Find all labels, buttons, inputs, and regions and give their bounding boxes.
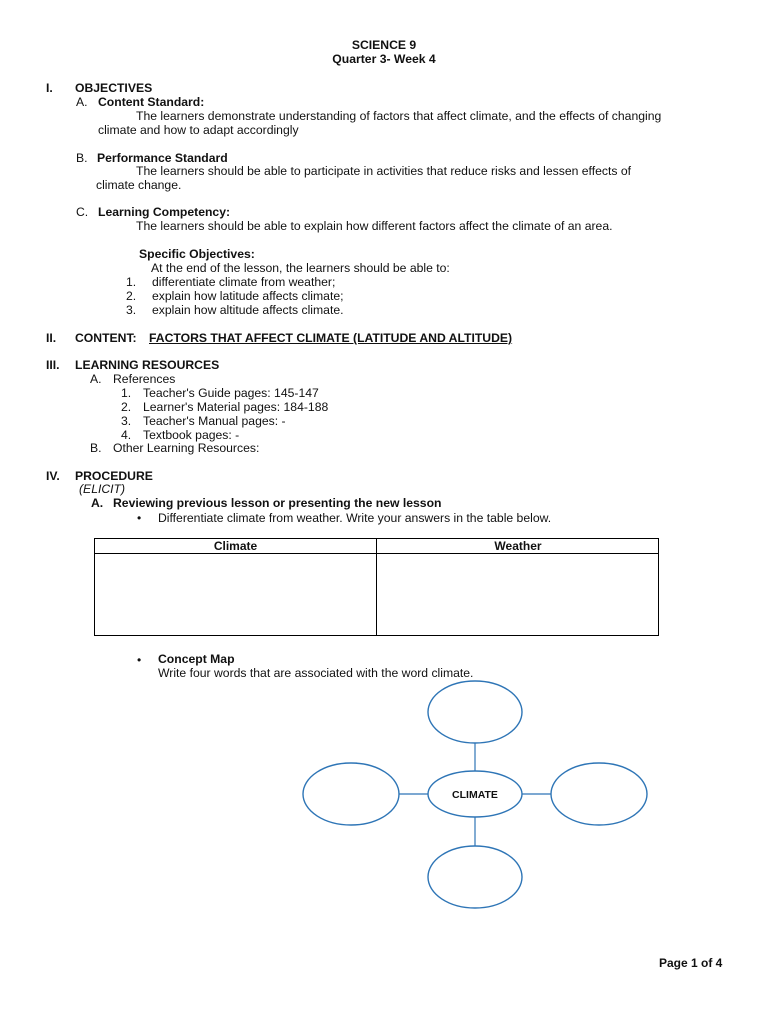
- table-header-climate: Climate: [213, 539, 258, 553]
- list-item: differentiate climate from weather;: [152, 275, 336, 289]
- content-standard-title: Content Standard:: [98, 95, 205, 109]
- list-item: Textbook pages: -: [143, 428, 240, 442]
- section-number: III.: [46, 358, 60, 372]
- list-item-number: 1.: [126, 275, 137, 289]
- subsection-letter: A.: [91, 496, 104, 510]
- concept-bubble-right[interactable]: [551, 763, 647, 825]
- concept-center-label: CLIMATE: [452, 789, 498, 801]
- page-title: SCIENCE 9: [351, 38, 417, 52]
- subsection-letter: A.: [90, 372, 102, 386]
- content-label: CONTENT:: [75, 331, 137, 345]
- list-item: Teacher's Manual pages: -: [143, 414, 286, 428]
- concept-bubble-left[interactable]: [303, 763, 399, 825]
- content-standard-text: The learners demonstrate understanding of factors that affect climate, and the effects of changing: [136, 109, 662, 123]
- page-number: Page 1 of 4: [659, 956, 723, 970]
- learning-competency-title: Learning Competency:: [98, 205, 231, 219]
- list-item: explain how altitude affects climate.: [152, 303, 344, 317]
- other-resources-label: Other Learning Resources:: [113, 441, 260, 455]
- learning-competency-text: The learners should be able to explain how different factors affect the climate of an area.: [136, 219, 613, 233]
- procedure-phase: (ELICIT): [79, 482, 126, 496]
- performance-standard-title: Performance Standard: [97, 151, 228, 165]
- section-number: I.: [46, 81, 53, 95]
- concept-map-title: Concept Map: [158, 652, 235, 666]
- bullet-text: Differentiate climate from weather. Write your answers in the table below.: [158, 511, 552, 525]
- learning-resources-heading: LEARNING RESOURCES: [75, 358, 220, 372]
- content-standard-text-cont: climate and how to adapt accordingly: [98, 123, 299, 137]
- subsection-letter: B.: [76, 151, 88, 165]
- procedure-heading: PROCEDURE: [75, 469, 153, 483]
- list-item-number: 3.: [126, 303, 137, 317]
- references-label: References: [113, 372, 176, 386]
- list-item-number: 3.: [121, 414, 132, 428]
- objectives-heading: OBJECTIVES: [75, 81, 153, 95]
- subsection-letter: C.: [76, 205, 89, 219]
- list-item: explain how latitude affects climate;: [152, 289, 344, 303]
- section-number: II.: [46, 331, 57, 345]
- list-item-number: 1.: [121, 386, 132, 400]
- performance-standard-text-cont: climate change.: [96, 178, 182, 192]
- specific-objectives-intro: At the end of the lesson, the learners should be able to:: [151, 261, 450, 275]
- subsection-letter: A.: [76, 95, 88, 109]
- bullet-icon: •: [137, 511, 142, 525]
- section-number: IV.: [46, 469, 60, 483]
- content-topic: FACTORS THAT AFFECT CLIMATE (LATITUDE AND ALTITUDE): [149, 331, 513, 345]
- list-item-number: 2.: [121, 400, 132, 414]
- review-lesson-title: Reviewing previous lesson or presenting the new lesson: [113, 496, 442, 510]
- subsection-letter: B.: [90, 441, 102, 455]
- table-header-weather: Weather: [494, 539, 542, 553]
- list-item: Learner's Material pages: 184-188: [143, 400, 329, 414]
- list-item-number: 2.: [126, 289, 137, 303]
- performance-standard-text: The learners should be able to participate in activities that reduce risks and lessen effects of: [136, 164, 631, 178]
- concept-map-instruction: Write four words that are associated with the word climate.: [158, 666, 474, 680]
- page-subtitle: Quarter 3- Week 4: [332, 52, 436, 66]
- list-item-number: 4.: [121, 428, 132, 442]
- specific-objectives-title: Specific Objectives:: [139, 247, 255, 261]
- list-item: Teacher's Guide pages: 145-147: [143, 386, 319, 400]
- bullet-icon: •: [137, 653, 142, 667]
- concept-bubble-top[interactable]: [428, 681, 522, 743]
- concept-bubble-bottom[interactable]: [428, 846, 522, 908]
